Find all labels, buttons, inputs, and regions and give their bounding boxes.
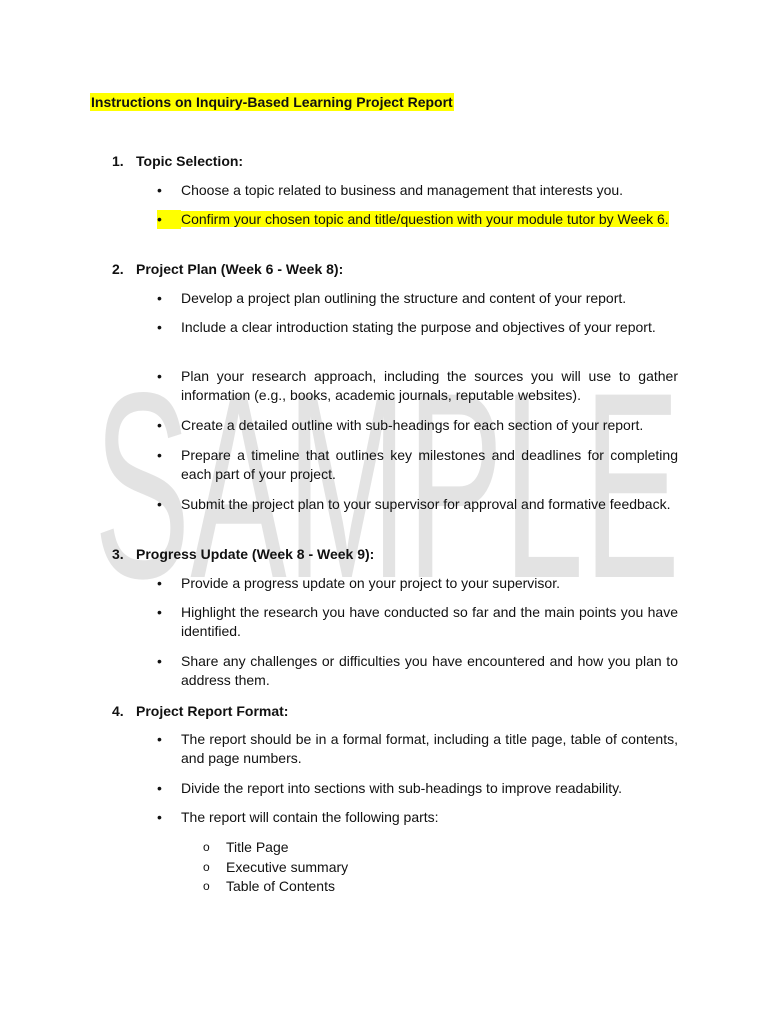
section-progress-update xyxy=(112,545,678,563)
list-item: • Submit the project plan to your supervisor for approval and formative feedback. xyxy=(157,496,671,512)
list-item: • Highlight the research you have conducted so far and the main points you have identified. xyxy=(157,604,678,639)
section-report-format xyxy=(112,702,678,720)
section-heading: 4. Project Report Format: xyxy=(112,703,289,719)
section-topic-selection xyxy=(112,152,678,170)
section-heading: 3. Progress Update (Week 8 - Week 9): xyxy=(112,546,375,562)
svg-text:SAMPLE: SAMPLE xyxy=(94,372,680,592)
list-item: • Confirm your chosen topic and title/question with your module tutor by Week 6. xyxy=(112,210,678,229)
list-item: • Divide the report into sections with sub-headings to improve readability. xyxy=(157,780,622,796)
list-item: • Share any challenges or difficulties you have encountered and how you plan to address them. xyxy=(157,653,678,688)
section-project-plan xyxy=(112,260,678,278)
list-item: • Plan your research approach, including the sources you will use to gather information (e.g., books, academic journals, reputable websites). xyxy=(157,368,678,403)
list-item: • The report should be in a formal format, including a title page, table of contents, and page numbers. xyxy=(157,731,678,766)
document-title: Instructions on Inquiry-Based Learning Project Report xyxy=(91,94,453,110)
sub-list-item: o Executive summary xyxy=(203,859,349,875)
list-item: • Choose a topic related to business and management that interests you. xyxy=(157,182,624,198)
list-item: • Develop a project plan outlining the structure and content of your report. xyxy=(157,290,627,306)
list-item: • Prepare a timeline that outlines key milestones and deadlines for completing each part of your project. xyxy=(157,447,678,482)
section-heading: 2. Project Plan (Week 6 - Week 8): xyxy=(112,261,344,277)
list-item: • Include a clear introduction stating the purpose and objectives of your report. xyxy=(157,319,656,335)
list-item: • Provide a progress update on your project to your supervisor. xyxy=(157,575,560,591)
list-item: • The report will contain the following parts: xyxy=(157,809,439,825)
sub-list-item: o Table of Contents xyxy=(203,878,335,894)
section-heading: 1. Topic Selection: xyxy=(112,153,244,169)
sub-list-item: o Title Page xyxy=(203,839,289,855)
list-item: • Create a detailed outline with sub-headings for each section of your report. xyxy=(157,417,644,433)
